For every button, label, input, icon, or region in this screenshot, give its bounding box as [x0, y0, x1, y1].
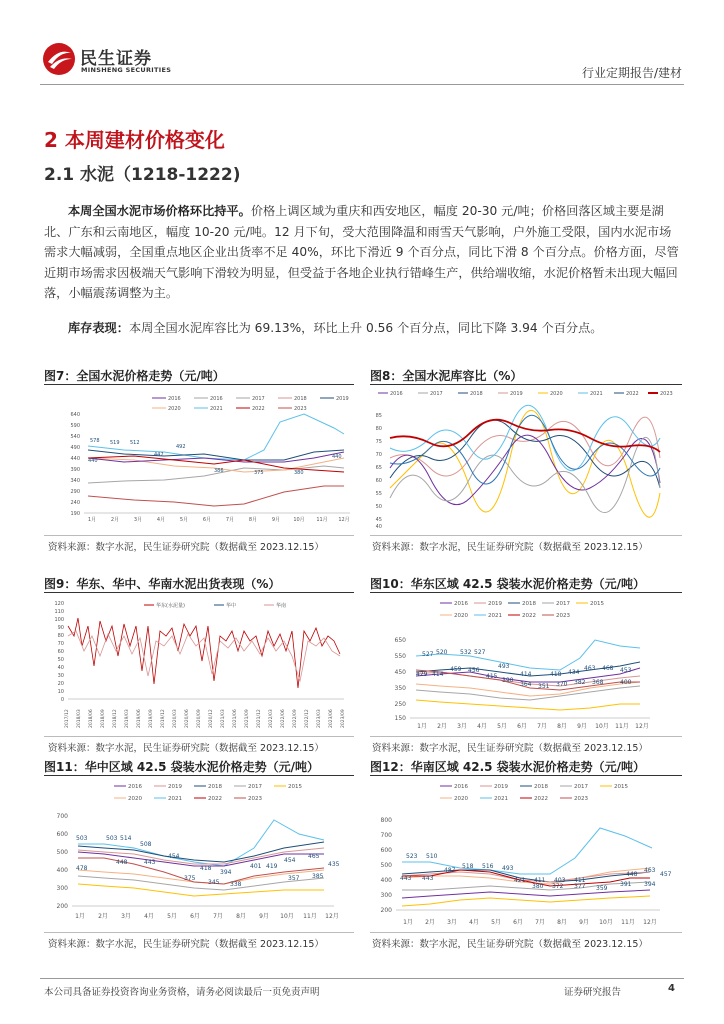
x-tick: 4月	[477, 723, 487, 730]
y-tick: 490	[70, 445, 80, 451]
y-tick: 700	[56, 813, 68, 820]
figure-9-title: 图9：华东、华中、华南水泥出货表现（%）	[44, 577, 281, 591]
x-tick: 2月	[437, 723, 447, 730]
legend-label: 2018	[294, 396, 307, 402]
data-label: 382	[574, 679, 586, 686]
data-label: 368	[592, 679, 604, 686]
data-label: 440	[332, 454, 342, 460]
data-label: 403	[554, 877, 566, 884]
y-tick: 20	[57, 681, 64, 687]
y-tick: 0	[60, 697, 64, 703]
data-label: 503	[106, 835, 118, 842]
y-tick: 450	[394, 669, 406, 676]
data-label: 456	[468, 667, 480, 674]
data-label: 532	[460, 649, 472, 656]
figure-12-title-rule	[370, 775, 682, 776]
legend-label: 2020	[454, 796, 468, 802]
data-label: 364	[520, 681, 532, 688]
legend-label: 2015	[288, 784, 302, 790]
data-label: 380	[532, 883, 544, 890]
data-label: 478	[76, 865, 88, 872]
data-label: 463	[584, 665, 596, 672]
data-label: 414	[520, 671, 532, 678]
y-tick: 90	[57, 625, 64, 631]
x-tick: 2021/12	[257, 709, 262, 728]
data-label: 443	[144, 859, 156, 866]
legend-label: 华中	[226, 603, 237, 609]
y-tick: 60	[57, 649, 64, 655]
legend-label: 2022	[626, 391, 639, 397]
figure-7-title-rule	[44, 384, 354, 385]
x-tick: 11月	[621, 919, 635, 926]
y-tick: 70	[375, 452, 382, 458]
legend-label: 2020	[550, 391, 563, 397]
y-tick: 290	[70, 489, 80, 495]
legend-label: 2018	[522, 601, 536, 607]
data-label: 401	[250, 863, 262, 870]
data-label: 447	[154, 452, 164, 458]
legend-label: 2016	[168, 396, 181, 402]
data-label: 411	[534, 877, 546, 884]
x-tick: 9月	[259, 913, 269, 920]
x-tick: 12月	[338, 517, 350, 523]
data-label: 391	[620, 881, 632, 888]
legend-label: 2021	[494, 796, 508, 802]
figure-8-title-rule	[370, 384, 682, 385]
data-label: 510	[426, 853, 438, 860]
x-tick: 1月	[75, 913, 85, 920]
x-tick: 5月	[497, 723, 507, 730]
y-tick: 80	[57, 633, 64, 639]
data-label: 493	[502, 865, 514, 872]
legend-label: 2021	[590, 391, 603, 397]
x-tick: 2018/12	[113, 709, 118, 728]
y-tick: 60	[375, 478, 382, 484]
brand-name-cn: 民生证券	[80, 49, 152, 69]
x-tick: 1月	[417, 723, 427, 730]
x-tick: 10月	[595, 723, 609, 730]
figure-12-source-rule	[370, 932, 682, 933]
page-header	[0, 0, 724, 88]
y-tick: 300	[380, 892, 392, 899]
figure-8-source-rule	[370, 535, 682, 536]
figure-9-title-rule	[44, 592, 354, 593]
x-tick: 9月	[271, 517, 281, 523]
y-tick: 150	[394, 715, 406, 722]
data-label: 414	[432, 671, 444, 678]
x-tick: 1月	[87, 517, 97, 523]
x-tick: 12月	[325, 913, 339, 920]
data-label: 418	[200, 865, 212, 872]
legend-label: 2017	[248, 784, 262, 790]
figure-12-title: 图12：华南区域 42.5 袋装水泥价格走势（元/吨）	[370, 760, 646, 774]
data-label: 357	[288, 875, 300, 882]
x-tick: 8月	[557, 919, 567, 926]
data-label: 487	[444, 867, 456, 874]
x-tick: 2月	[110, 517, 120, 523]
figure-9-source-rule	[44, 736, 354, 737]
data-label: 448	[116, 859, 128, 866]
x-tick: 5月	[167, 913, 177, 920]
data-label: 468	[602, 665, 614, 672]
x-tick: 2月	[98, 913, 108, 920]
x-tick: 11月	[303, 913, 317, 920]
data-label: 520	[436, 649, 448, 656]
x-tick: 2021/03	[221, 709, 226, 728]
y-tick: 400	[56, 867, 68, 874]
footer-disclaimer: 本公司具备证券投资咨询业务资格，请务必阅读最后一页免责声明	[44, 987, 320, 998]
data-label: 418	[550, 671, 562, 678]
x-tick: 2020/06	[185, 709, 190, 728]
x-tick: 7月	[537, 723, 547, 730]
x-tick: 2022/09	[293, 709, 298, 728]
legend-label: 2020	[128, 796, 142, 802]
paragraph-inventory	[44, 318, 680, 339]
legend-label: 2023	[660, 391, 673, 397]
legend-label: 2022	[208, 796, 222, 802]
x-tick: 2021/06	[233, 709, 238, 728]
data-label: 493	[498, 663, 510, 670]
x-tick: 2019/03	[125, 709, 130, 728]
y-tick: 300	[56, 885, 68, 892]
legend-label: 2023	[556, 613, 570, 619]
x-tick: 4月	[469, 919, 479, 926]
minsheng-logo-icon	[42, 42, 76, 76]
data-label: 465	[308, 853, 320, 860]
legend-label: 2017	[430, 391, 443, 397]
y-tick: 500	[56, 849, 68, 856]
legend-label: 2022	[252, 406, 265, 412]
x-tick: 1月	[403, 919, 413, 926]
x-tick: 3月	[121, 913, 131, 920]
y-tick: 50	[57, 657, 64, 663]
y-tick: 40	[375, 524, 382, 530]
x-tick: 4月	[144, 913, 154, 920]
data-label: 380	[294, 470, 304, 476]
legend-label: 2019	[488, 601, 502, 607]
section-heading: 2 本周建材价格变化	[44, 128, 225, 152]
x-tick: 2022/03	[269, 709, 274, 728]
y-tick: 250	[394, 701, 406, 708]
y-tick: 590	[70, 423, 80, 429]
legend-label: 2021	[488, 613, 502, 619]
x-tick: 2021/09	[245, 709, 250, 728]
paragraph-price-summary	[44, 201, 680, 304]
figure-11-source-rule	[44, 932, 354, 933]
data-label: 508	[140, 841, 152, 848]
y-tick: 70	[57, 641, 64, 647]
figure-12-source: 资料来源：数字水泥，民生证券研究院（数据截至 2023.12.15）	[372, 939, 648, 950]
legend-label: 2019	[510, 391, 523, 397]
data-label: 411	[574, 877, 586, 884]
x-tick: 6月	[513, 919, 523, 926]
figure-12-chart	[370, 778, 682, 930]
y-tick: 700	[380, 832, 392, 839]
figure-7-source: 资料来源：数字水泥，民生证券研究院（数据截至 2023.12.15）	[48, 542, 324, 553]
figure-10-source-rule	[370, 736, 682, 737]
y-tick: 30	[57, 673, 64, 679]
data-label: 519	[110, 440, 120, 446]
x-tick: 8月	[248, 517, 258, 523]
legend-label: 2016	[128, 784, 142, 790]
legend-label: 2016	[390, 391, 403, 397]
legend-label: 2023	[248, 796, 262, 802]
data-label: 518	[462, 863, 474, 870]
y-tick: 340	[70, 478, 80, 484]
x-tick: 3月	[457, 723, 467, 730]
x-tick: 7月	[535, 919, 545, 926]
y-tick: 85	[375, 413, 382, 419]
x-tick: 12月	[643, 919, 657, 926]
y-tick: 440	[70, 456, 80, 462]
y-tick: 650	[394, 637, 406, 644]
y-tick: 120	[54, 601, 64, 607]
data-label: 434	[568, 669, 580, 676]
x-tick: 2018/09	[101, 709, 106, 728]
data-label: 443	[422, 875, 434, 882]
data-label: 429	[416, 671, 428, 678]
x-tick: 3月	[447, 919, 457, 926]
x-tick: 11月	[615, 723, 629, 730]
legend-label: 2017	[556, 601, 570, 607]
y-tick: 600	[380, 847, 392, 854]
x-tick: 2020/09	[197, 709, 202, 728]
y-tick: 540	[70, 434, 80, 440]
legend-label: 2018	[208, 784, 222, 790]
figure-8-title: 图8：全国水泥库容比（%）	[370, 369, 523, 383]
paragraph-lead: 库存表现：	[68, 321, 129, 335]
data-label: 514	[120, 835, 132, 842]
x-tick: 9月	[577, 723, 587, 730]
figure-10-title: 图10：华东区域 42.5 袋装水泥价格走势（元/吨）	[370, 577, 646, 591]
y-tick: 200	[56, 903, 68, 910]
legend-label: 2016	[454, 784, 468, 790]
y-tick: 50	[375, 504, 382, 510]
y-tick: 500	[380, 862, 392, 869]
legend-label: 华东(水泥量)	[156, 603, 185, 609]
x-tick: 2019/12	[161, 709, 166, 728]
footer-divider	[40, 978, 684, 979]
x-tick: 2022/06	[281, 709, 286, 728]
figure-11-title-rule	[44, 775, 354, 776]
x-tick: 2020/03	[173, 709, 178, 728]
data-label: 390	[502, 677, 514, 684]
y-tick: 240	[70, 500, 80, 506]
legend-label: 2020	[168, 406, 181, 412]
data-label: 457	[660, 871, 672, 878]
x-tick: 6月	[190, 913, 200, 920]
y-tick: 55	[375, 491, 382, 497]
data-label: 385	[312, 873, 324, 880]
data-label: 454	[168, 853, 180, 860]
data-label: 370	[556, 681, 568, 688]
x-tick: 7月	[225, 517, 235, 523]
data-label: 463	[644, 867, 656, 874]
data-label: 400	[620, 679, 632, 686]
x-tick: 3月	[133, 517, 143, 523]
y-tick: 75	[375, 439, 382, 445]
legend-label: 华南	[276, 603, 287, 609]
x-tick: 10月	[293, 517, 305, 523]
x-tick: 7月	[213, 913, 223, 920]
x-tick: 2022/12	[305, 709, 310, 728]
y-tick: 65	[375, 465, 382, 471]
legend-label: 2023	[294, 406, 307, 412]
data-label: 375	[184, 875, 196, 882]
data-label: 512	[130, 440, 140, 446]
y-tick: 800	[380, 817, 392, 824]
data-label: 345	[208, 879, 220, 886]
x-tick: 2018/03	[77, 709, 82, 728]
data-label: 435	[328, 861, 340, 868]
document-type: 行业定期报告/建材	[581, 66, 682, 80]
figure-7-title: 图7：全国水泥价格走势（元/吨）	[44, 369, 225, 383]
legend-label: 2018	[534, 784, 548, 790]
figure-7-source-rule	[44, 535, 354, 536]
data-label: 453	[620, 667, 632, 674]
data-label: 492	[176, 444, 186, 450]
legend-label: 2016	[454, 601, 468, 607]
legend-label: 2018	[470, 391, 483, 397]
x-tick: 2020/12	[209, 709, 214, 728]
y-tick: 190	[70, 511, 80, 517]
legend-label: 2017	[252, 396, 265, 402]
x-tick: 6月	[202, 517, 212, 523]
legend-label: 2015	[590, 601, 604, 607]
data-label: 375	[254, 470, 264, 476]
figure-11-source: 资料来源：数字水泥，民生证券研究院（数据截至 2023.12.15）	[48, 939, 324, 950]
x-tick: 2019/06	[137, 709, 142, 728]
figure-11-chart	[44, 778, 356, 930]
y-tick: 10	[57, 689, 64, 695]
data-label: 377	[574, 883, 586, 890]
x-tick: 8月	[557, 723, 567, 730]
data-label: 459	[450, 666, 462, 673]
figure-8-source: 资料来源：数字水泥，民生证券研究院（数据截至 2023.12.15）	[372, 542, 648, 553]
data-label: 394	[644, 881, 656, 888]
data-label: 527	[422, 651, 434, 658]
data-label: 351	[538, 683, 550, 690]
subsection-heading: 2.1 水泥（1218-1222)	[44, 165, 241, 185]
legend-label: 2023	[574, 796, 588, 802]
x-tick: 4月	[156, 517, 166, 523]
legend-label: 2019	[168, 784, 182, 790]
legend-label: 2015	[614, 784, 628, 790]
data-label: 503	[76, 835, 88, 842]
y-tick: 200	[380, 907, 392, 914]
data-label: 523	[406, 853, 418, 860]
brand-name-en: MINSHENG SECURITIES	[81, 66, 172, 74]
x-tick: 10月	[599, 919, 613, 926]
data-label: 419	[266, 863, 278, 870]
data-label: 386	[214, 468, 224, 474]
legend-label: 2016	[210, 396, 223, 402]
data-label: 372	[552, 883, 564, 890]
y-tick: 550	[394, 653, 406, 660]
data-label: 338	[230, 881, 242, 888]
x-tick: 6月	[517, 723, 527, 730]
data-label: 443	[400, 875, 412, 882]
figure-8-chart	[370, 388, 682, 530]
y-tick: 400	[380, 877, 392, 884]
y-tick: 100	[54, 617, 64, 623]
figure-11-title: 图11：华中区域 42.5 袋装水泥价格走势（元/吨）	[44, 760, 320, 774]
x-tick: 8月	[236, 913, 246, 920]
legend-label: 2017	[574, 784, 588, 790]
legend-label: 2021	[210, 406, 223, 412]
y-tick: 640	[70, 412, 80, 418]
x-tick: 12月	[635, 723, 649, 730]
figure-10-title-rule	[370, 592, 682, 593]
y-tick: 40	[57, 665, 64, 671]
x-tick: 2023/06	[329, 709, 334, 728]
data-label: 448	[626, 871, 638, 878]
figure-9-source: 资料来源：数字水泥，民生证券研究院（数据截至 2023.12.15）	[48, 743, 324, 754]
data-label: 359	[596, 885, 608, 892]
paragraph-body: 价格上调区域为重庆和西安地区，幅度 20-30 元/吨；价格回落区域主要是湖北、广东和云南地区，幅度 10-20 元/吨。12 月下旬，受大范围降温和雨雪天气影响，户外施工受限，国内水泥市场需求大幅减弱，全国重点地区企业出货率不足 40%，环比下滑近 9 个百分点，同比下滑 8 个百分点。价格方面，尽管近期市场需求因极端天气影响下滑较为明显，但受益于各地企业执行错峰生产，供给端收缩，水泥价格暂未出现大幅回落，小幅震荡调整为主。	[44, 204, 679, 300]
y-tick: 600	[56, 831, 68, 838]
header-divider	[40, 84, 684, 85]
x-tick: 10月	[280, 913, 294, 920]
page-number: 4	[668, 983, 675, 994]
y-tick: 45	[375, 517, 382, 523]
figure-7-chart	[44, 388, 356, 530]
footer-report-type: 证券研究报告	[564, 987, 622, 998]
x-tick: 11月	[316, 517, 328, 523]
figure-10-source: 资料来源：数字水泥，民生证券研究院（数据截至 2023.12.15）	[372, 743, 648, 754]
paragraph-lead: 本周全国水泥市场价格环比持平。	[68, 204, 251, 218]
x-tick: 2019/09	[149, 709, 154, 728]
y-tick: 80	[375, 426, 382, 432]
x-tick: 5月	[179, 517, 189, 523]
data-label: 516	[482, 863, 494, 870]
data-label: 454	[284, 857, 296, 864]
data-label: 527	[474, 649, 486, 656]
x-tick: 5月	[491, 919, 501, 926]
legend-label: 2022	[522, 613, 536, 619]
data-label: 415	[486, 673, 498, 680]
figure-9-chart	[44, 596, 356, 730]
y-tick: 110	[54, 609, 64, 615]
legend-label: 2019	[336, 396, 349, 402]
x-tick: 2018/06	[89, 709, 94, 728]
y-tick: 390	[70, 467, 80, 473]
x-tick: 2023/09	[341, 709, 346, 728]
legend-label: 2020	[454, 613, 468, 619]
legend-label: 2022	[534, 796, 548, 802]
x-tick: 2017/12	[65, 709, 70, 728]
data-label: 421	[514, 877, 526, 884]
x-tick: 9月	[579, 919, 589, 926]
x-tick: 2023/03	[317, 709, 322, 728]
figure-10-chart	[370, 596, 682, 734]
x-tick: 2月	[425, 919, 435, 926]
data-label: 578	[90, 438, 100, 444]
paragraph-body: 本周全国水泥库容比为 69.13%，环比上升 0.56 个百分点，同比下降 3.94 个百分点。	[128, 321, 603, 335]
legend-label: 2021	[168, 796, 182, 802]
data-label: 394	[220, 869, 232, 876]
y-tick: 350	[394, 685, 406, 692]
legend-label: 2019	[494, 784, 508, 790]
data-label: 440	[88, 458, 98, 464]
